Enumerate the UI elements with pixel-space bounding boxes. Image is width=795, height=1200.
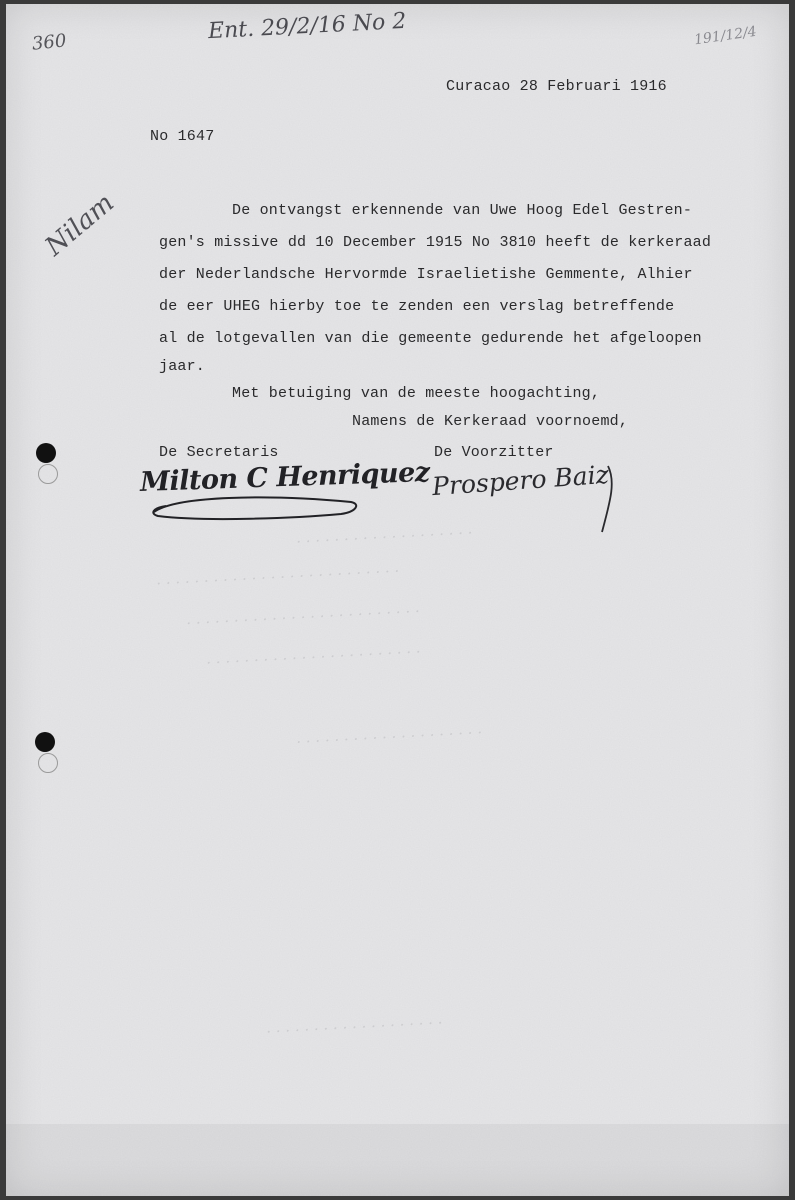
on-behalf-line: Namens de Kerkeraad voornoemd, xyxy=(352,413,629,430)
bleed-through-writing: . . . . . . . . . . . . . . . . . . . . . . . xyxy=(205,638,421,668)
body-line: der Nederlandsche Hervormde Israelietishe Gemmente, Alhier xyxy=(159,266,693,283)
chairman-signature: Prospero Baiz xyxy=(431,459,610,502)
bleed-through-writing: . . . . . . . . . . . . . . . . . . . . xyxy=(295,719,483,747)
body-line: al de lotgevallen van die gemeente gedurende het afgeloopen xyxy=(159,330,702,347)
chairman-title: De Voorzitter xyxy=(434,444,554,461)
punch-hole-ring xyxy=(38,464,58,484)
punch-hole-ring xyxy=(38,753,58,773)
letter-page xyxy=(6,4,789,1196)
bleed-through-writing: . . . . . . . . . . . . . . . . . . . . . . . . . . xyxy=(155,557,400,589)
archive-number: 360 xyxy=(30,30,68,55)
secretary-signature-flourish xyxy=(146,492,366,522)
closing-line: Met betuiging van de meeste hoogachting, xyxy=(232,385,601,402)
archive-reference-note: 191/12/4 xyxy=(693,23,758,49)
body-line: de eer UHEG hierby toe te zenden een verslag betreffende xyxy=(159,298,675,315)
place-date: Curacao 28 Februari 1916 xyxy=(446,78,667,95)
margin-note: Nilam xyxy=(39,187,120,263)
body-line: gen's missive dd 10 December 1915 No 3810 heeft de kerkeraad xyxy=(159,234,712,251)
entry-note: Ent. 29/2/16 No 2 xyxy=(207,8,407,45)
body-line: De ontvangst erkennende van Uwe Hoog Edel Gestren- xyxy=(232,202,693,219)
reference-number: No 1647 xyxy=(150,128,215,145)
bleed-through-writing: . . . . . . . . . . . . . . . . . . . xyxy=(295,519,473,547)
body-line: jaar. xyxy=(159,358,206,375)
secretary-signature: Milton C Henriquez xyxy=(139,456,431,499)
chairman-signature-flourish xyxy=(576,462,626,537)
bleed-through-writing: . . . . . . . . . . . . . . . . . . . . . . . . . xyxy=(185,597,420,629)
bleed-through-writing: . . . . . . . . . . . . . . . . . . . xyxy=(265,1009,443,1037)
punch-hole xyxy=(36,443,56,463)
secretary-title: De Secretaris xyxy=(159,444,279,461)
punch-hole xyxy=(35,732,55,752)
